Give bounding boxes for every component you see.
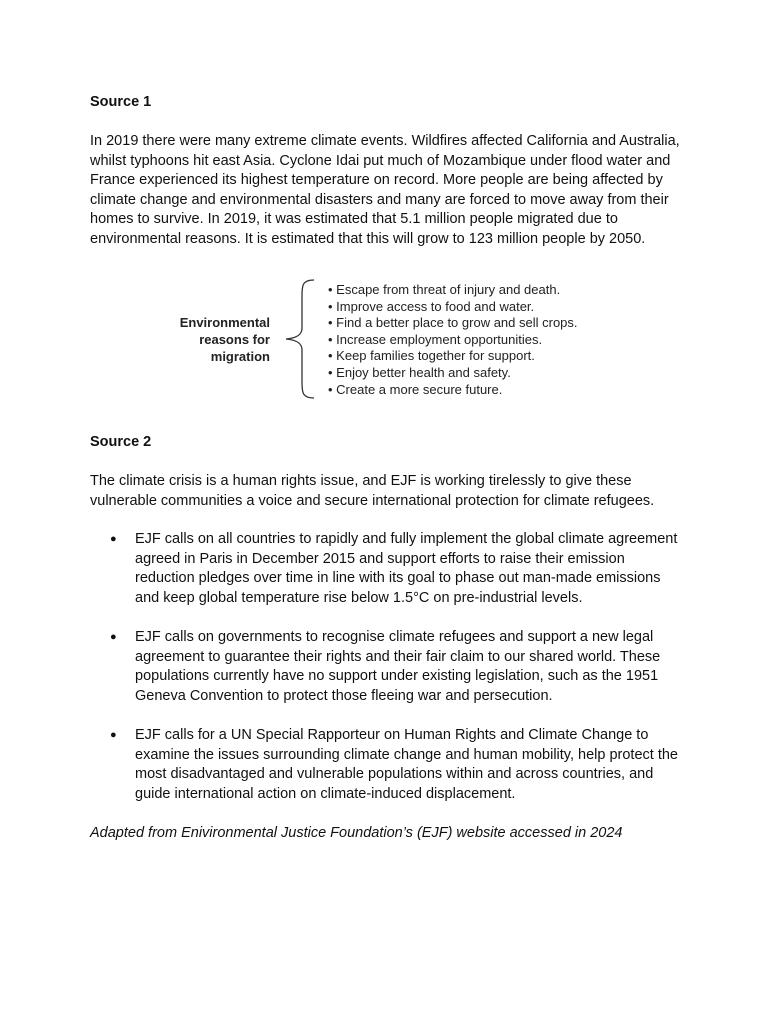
migration-reasons-diagram <box>150 276 620 402</box>
diagram-item: • Improve access to food and water. <box>328 298 535 314</box>
source-attribution: Adapted from Enivironmental Justice Foundation’s (EJF) website accessed in 2024 <box>90 825 623 841</box>
source-2-bullet-list <box>90 530 690 824</box>
diagram-item: • Find a better place to grow and sell crops. <box>328 315 578 331</box>
source-1-heading: Source 1 <box>90 94 152 110</box>
diagram-item: • Increase employment opportunities. <box>328 331 543 347</box>
diagram-label-line: reasons for <box>199 332 270 347</box>
bullet-icon: ● <box>110 533 117 545</box>
diagram-label-line: migration <box>210 349 270 364</box>
diagram-label <box>150 314 270 365</box>
bullet-text: EJF calls on all countries to rapidly and fully implement the global climate agreement agreed in Paris in December 2015 and support efforts to raise their emission reduction pledges over time in line with its goal to phase out man-made emissions and keep global temperature rise below 1.5°C on pre-industrial levels. <box>135 531 678 606</box>
bullet-icon: ● <box>110 728 117 741</box>
curly-brace-icon <box>284 276 324 402</box>
bullet-text: EJF calls for a UN Special Rapporteur on Human Rights and Climate Change to examine the issues surrounding climate change and human mobility, help protect the most disadvantaged and vulnerable populations within and across countries, and guide international action on climate-induced displacement. <box>135 726 678 802</box>
diagram-item: • Keep families together for support. <box>328 348 535 364</box>
bullet-text: EJF calls on governments to recognise climate refugees and support a new legal agreement to guarantee their rights and their fair claim to our shared world. These populations currently have no support under existing legislation, such as the 1951 Geneva Convention to protect those fleeing war and persecution. <box>135 628 661 704</box>
source-2-heading: Source 2 <box>90 434 152 450</box>
diagram-label-line: Environmental <box>179 315 270 330</box>
bullet-item <box>90 628 683 706</box>
bullet-icon: ● <box>110 630 117 643</box>
bullet-item <box>90 726 683 804</box>
diagram-item: • Escape from threat of injury and death. <box>328 282 561 297</box>
diagram-list <box>328 282 578 398</box>
source-1-paragraph: In 2019 there were many extreme climate events. Wildfires affected California and Australia, whilst typhoons hit east Asia. Cyclone Idai put much of Mozambique under flood water and France experienced its highest temperature on record. More people are being affected by climate change and environmental disasters and many are forced to move away from their homes to survive. In 2019, it was estimated that 5.1 million people migrated due to environmental reasons. It is estimated that this will grow to 123 million people by 2050. <box>90 133 680 247</box>
diagram-item: • Enjoy better health and safety. <box>328 364 511 380</box>
source-2-intro: The climate crisis is a human rights issue, and EJF is working tirelessly to give these vulnerable communities a voice and secure international protection for climate refugees. <box>90 473 655 509</box>
bullet-item <box>90 530 683 608</box>
diagram-item: • Create a more secure future. <box>328 381 503 397</box>
